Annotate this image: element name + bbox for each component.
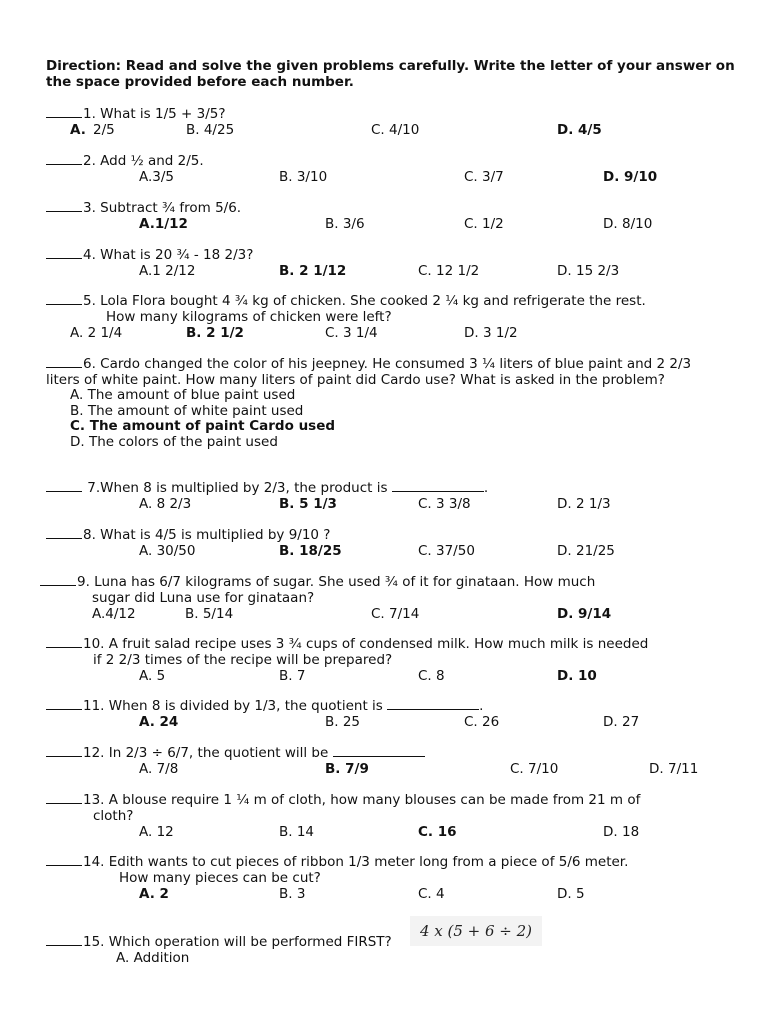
- question-1: 1. What is 1/5 + 3/5? A. 2/5 B. 4/25 C. 4/10 D. 4/5: [46, 105, 746, 138]
- answer-blank[interactable]: [46, 355, 82, 368]
- option-a: A.4/12: [92, 606, 136, 622]
- option-a: A. 8 2/3: [139, 496, 192, 512]
- option-d: D. 2 1/3: [557, 496, 611, 512]
- answer-blank[interactable]: [46, 199, 82, 212]
- option-b: B. 5 1/3: [279, 496, 337, 512]
- fill-blank[interactable]: [392, 479, 484, 492]
- option-d: D. 15 2/3: [557, 263, 620, 279]
- option-a: A. 2 1/4: [70, 325, 123, 341]
- option-a: A. The amount of blue paint used: [70, 387, 296, 403]
- answer-blank[interactable]: [46, 246, 82, 259]
- fill-blank[interactable]: [387, 697, 479, 710]
- option-b: B. 7: [279, 668, 306, 684]
- answer-blank[interactable]: [46, 479, 82, 492]
- question-2: 2. Add ½ and 2/5. A.3/5 B. 3/10 C. 3/7 D. 9/10: [46, 152, 746, 185]
- question-14: 14. Edith wants to cut pieces of ribbon 1/3 meter long from a piece of 5/6 meter. How many pieces can be cut? A. 2 B. 3 C. 4 D. 5: [46, 853, 746, 902]
- option-c: C. 26: [464, 714, 500, 730]
- answer-blank[interactable]: [46, 152, 82, 165]
- option-d: D. 9/14: [557, 606, 612, 622]
- option-a: A. 24: [139, 714, 179, 730]
- option-b: B. 3/6: [325, 216, 365, 232]
- option-d: D. 5: [557, 886, 585, 902]
- option-c: C. 4: [418, 886, 445, 902]
- option-b: B. 2 1/2: [186, 325, 244, 341]
- option-d: D. The colors of the paint used: [70, 433, 278, 450]
- option-b: B. 4/25: [186, 122, 235, 138]
- option-c: C. 3/7: [464, 169, 504, 185]
- option-a: A. 5: [139, 668, 166, 684]
- option-d: D. 3 1/2: [464, 325, 518, 341]
- option-b: B. 14: [279, 824, 315, 840]
- option-b: B. 25: [325, 714, 361, 730]
- option-c: C. 3 1/4: [325, 325, 378, 341]
- option-a: A. 2: [139, 886, 169, 902]
- math-expression-image: 4 x (5 + 6 ÷ 2): [410, 916, 542, 946]
- option-a: A.1 2/12: [139, 263, 196, 279]
- answer-blank[interactable]: [46, 744, 82, 757]
- question-6: 6. Cardo changed the color of his jeepney. He consumed 3 ¼ liters of blue paint and 2 2/3 liters of white paint. How many liters of paint did Cardo use? What is asked in the problem? A. The amount of blue paint used B. The amount of white paint used C. The amount of paint Cardo used D. The colors of the paint used: [46, 355, 726, 450]
- option-c: C. 1/2: [464, 216, 504, 232]
- option-b: B. 5/14: [185, 606, 234, 622]
- answer-blank[interactable]: [46, 526, 82, 539]
- option-d: D. 21/25: [557, 543, 615, 559]
- answer-blank[interactable]: [46, 791, 82, 804]
- question-13: 13. A blouse require 1 ¼ m of cloth, how many blouses can be made from 21 m of cloth? A. 12 B. 14 C. 16 D. 18: [46, 791, 746, 840]
- option-c: C. 37/50: [418, 543, 475, 559]
- option-d: D. 7/11: [649, 761, 699, 777]
- answer-blank[interactable]: [46, 697, 82, 710]
- option-c: C. 12 1/2: [418, 263, 480, 279]
- option-d: D. 27: [603, 714, 640, 730]
- answer-blank[interactable]: [46, 635, 82, 648]
- answer-blank[interactable]: [46, 292, 82, 305]
- question-7: 7.When 8 is multiplied by 2/3, the product is . A. 8 2/3 B. 5 1/3 C. 3 3/8 D. 2 1/3: [46, 479, 746, 512]
- option-c: C. The amount of paint Cardo used: [70, 418, 336, 434]
- option-a: A.1/12: [139, 216, 188, 232]
- question-10: 10. A fruit salad recipe uses 3 ¾ cups of condensed milk. How much milk is needed if 2 2/3 times of the recipe will be prepared? A. 5 B. 7 C. 8 D. 10: [46, 635, 746, 684]
- option-a-value: 2/5: [93, 122, 115, 138]
- question-15: 15. Which operation will be performed FIRST? A. Addition: [46, 933, 746, 966]
- question-11: 11. When 8 is divided by 1/3, the quotient is . A. 24 B. 25 C. 26 D. 27: [46, 697, 746, 730]
- option-b: B. The amount of white paint used: [70, 402, 304, 419]
- question-3: 3. Subtract ¾ from 5/6. A.1/12 B. 3/6 C. 1/2 D. 8/10: [46, 199, 746, 232]
- option-d: D. 9/10: [603, 169, 658, 185]
- answer-blank[interactable]: [40, 573, 76, 586]
- option-d: D. 4/5: [557, 122, 602, 138]
- option-a: A. 30/50: [139, 543, 196, 559]
- option-b: B. 7/9: [325, 761, 369, 777]
- question-9: 9. Luna has 6/7 kilograms of sugar. She used ¾ of it for ginataan. How much sugar did Luna use for ginataan? A.4/12 B. 5/14 C. 7/14 D. 9/14: [40, 573, 740, 622]
- option-d: D. 18: [603, 824, 640, 840]
- option-c: C. 3 3/8: [418, 496, 471, 512]
- option-b: B. 18/25: [279, 543, 342, 559]
- option-a: A. 12: [139, 824, 174, 840]
- option-a: A. Addition: [116, 950, 190, 966]
- option-b: B. 3: [279, 886, 306, 902]
- answer-blank[interactable]: [46, 105, 82, 118]
- answer-blank[interactable]: [46, 853, 82, 866]
- option-b: B. 2 1/12: [279, 263, 347, 279]
- option-c: C. 7/10: [510, 761, 559, 777]
- option-c: C. 7/14: [371, 606, 420, 622]
- question-12: 12. In 2/3 ÷ 6/7, the quotient will be A. 7/8 B. 7/9 C. 7/10 D. 7/11: [46, 744, 746, 777]
- answer-blank[interactable]: [46, 933, 82, 946]
- option-b: B. 3/10: [279, 169, 328, 185]
- question-8: 8. What is 4/5 is multiplied by 9/10 ? A. 30/50 B. 18/25 C. 37/50 D. 21/25: [46, 526, 746, 559]
- option-c: C. 16: [418, 824, 457, 840]
- option-d: D. 8/10: [603, 216, 653, 232]
- fill-blank[interactable]: [333, 744, 425, 757]
- direction-text: Direction: Read and solve the given problems carefully. Write the letter of your answer on the space provided before each number.: [46, 58, 735, 90]
- option-c: C. 8: [418, 668, 445, 684]
- option-d: D. 10: [557, 668, 597, 684]
- option-c: C. 4/10: [371, 122, 420, 138]
- option-a: A.3/5: [139, 169, 175, 185]
- option-a: A.: [70, 122, 86, 138]
- question-4: 4. What is 20 ¾ - 18 2/3? A.1 2/12 B. 2 1/12 C. 12 1/2 D. 15 2/3: [46, 246, 746, 279]
- question-5: 5. Lola Flora bought 4 ¾ kg of chicken. She cooked 2 ¼ kg and refrigerate the rest. How many kilograms of chicken were left? A. 2 1/4 B. 2 1/2 C. 3 1/4 D. 3 1/2: [46, 292, 746, 341]
- option-a: A. 7/8: [139, 761, 179, 777]
